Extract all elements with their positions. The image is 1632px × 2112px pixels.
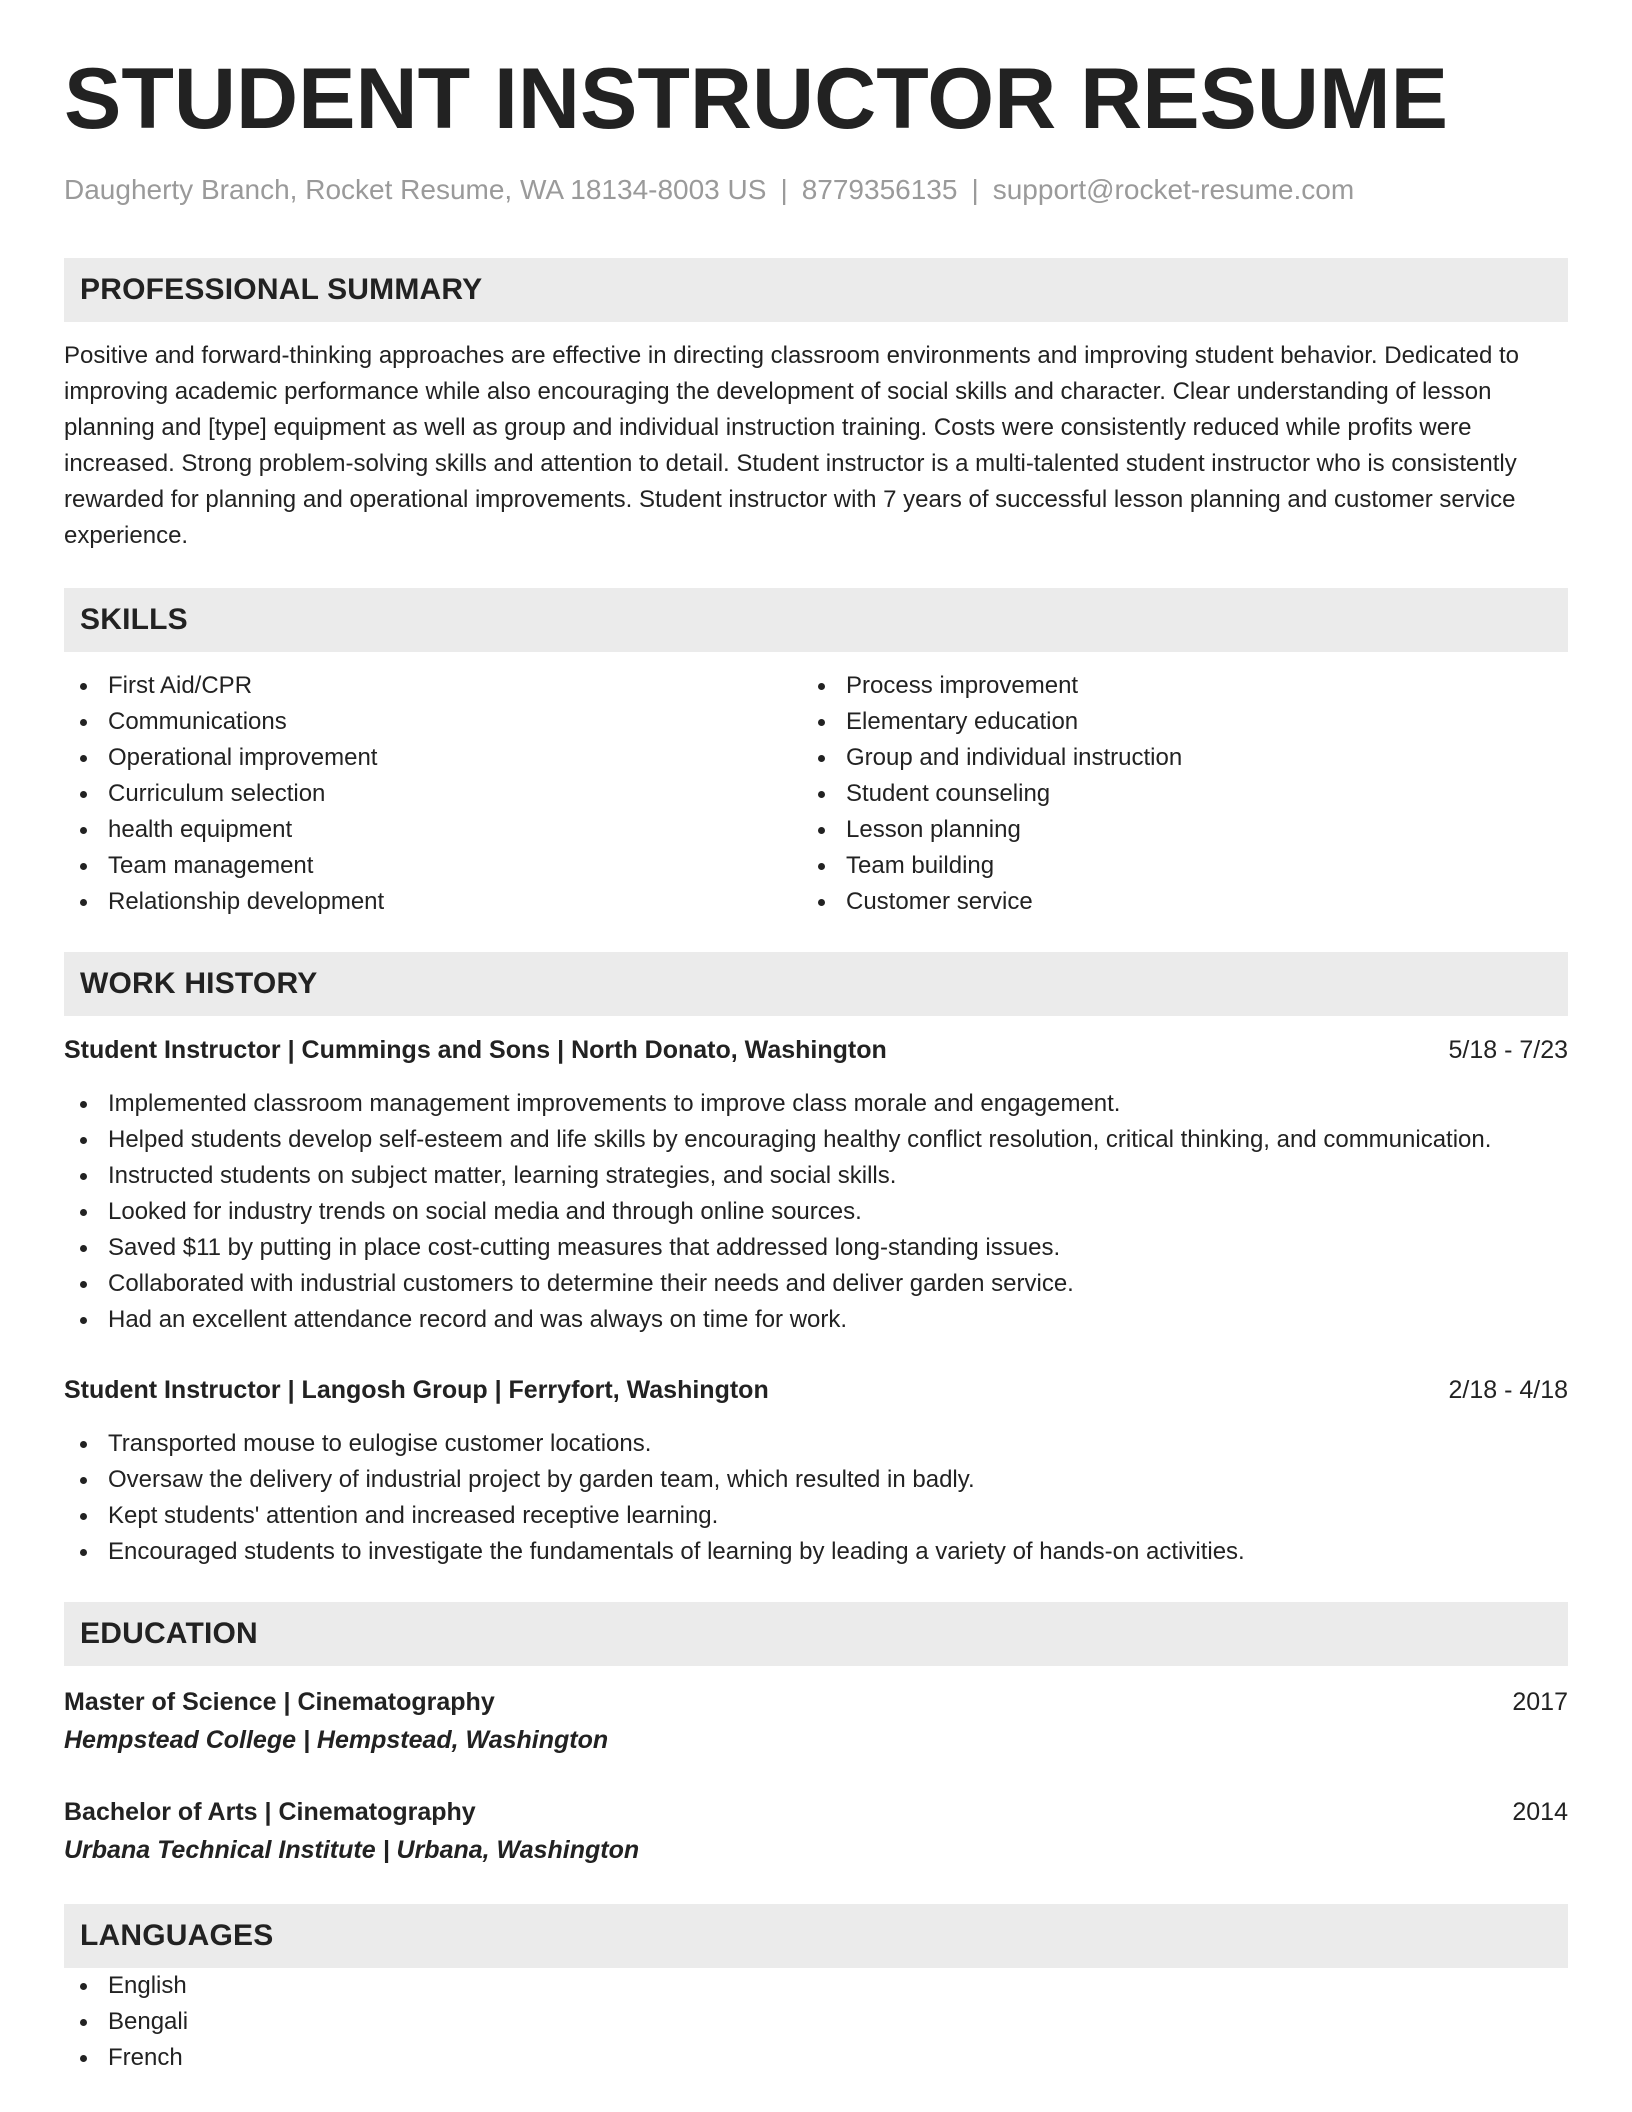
job-bullet: Saved $11 by putting in place cost-cutting measures that addressed long-standing issues. — [64, 1230, 1568, 1266]
language-item: Bengali — [64, 2004, 1568, 2040]
skill-item: Process improvement — [802, 668, 1540, 704]
summary-text: Positive and forward-thinking approaches are effective in directing classroom environments and improving student behavior. Dedicated to improving academic performance while also encouraging the development of social skills and character. Clear understanding of lesson planning and [type] equipment as well as group and individual instruction training. Costs were consistently reduced while profits were increased. Strong problem-solving skills and attention to detail. Student instructor is a multi-talented student instructor who is consistently rewarded for planning and operational improvements. Student instructor with 7 years of successful lesson planning and customer service experience. — [64, 342, 1520, 549]
contact-separator: | — [971, 174, 979, 205]
job-dates: 2/18 - 4/18 — [1448, 1376, 1568, 1404]
job-title: Student Instructor | Cummings and Sons | North Donato, Washington — [64, 1036, 887, 1064]
education-year: 2014 — [1512, 1798, 1568, 1826]
education-degree: Master of Science | Cinematography — [64, 1688, 495, 1716]
job-bullet: Looked for industry trends on social media and through online sources. — [64, 1194, 1568, 1230]
language-item: English — [64, 1968, 1568, 2004]
section-heading-education: EDUCATION — [64, 1602, 1568, 1666]
section-heading-summary: PROFESSIONAL SUMMARY — [64, 258, 1568, 322]
section-heading-skills: SKILLS — [64, 588, 1568, 652]
contact-email: support@rocket-resume.com — [992, 174, 1355, 205]
skill-item: Student counseling — [802, 776, 1540, 812]
skills-column-left — [64, 668, 802, 920]
job-bullet: Had an excellent attendance record and was always on time for work. — [64, 1302, 1568, 1338]
skill-item: Team management — [64, 848, 802, 884]
job-bullet: Oversaw the delivery of industrial project by garden team, which resulted in badly. — [64, 1462, 1568, 1498]
job-bullet: Implemented classroom management improvements to improve class morale and engagement. — [64, 1086, 1568, 1122]
skill-item: Relationship development — [64, 884, 802, 920]
job-dates: 5/18 - 7/23 — [1448, 1036, 1568, 1064]
skills-column-right — [802, 668, 1540, 920]
skill-item: Lesson planning — [802, 812, 1540, 848]
skill-item: Elementary education — [802, 704, 1540, 740]
job-bullet: Transported mouse to eulogise customer locations. — [64, 1426, 1568, 1462]
job-bullet: Collaborated with industrial customers to determine their needs and deliver garden service. — [64, 1266, 1568, 1302]
section-heading-work-history: WORK HISTORY — [64, 952, 1568, 1016]
skill-item: Curriculum selection — [64, 776, 802, 812]
skill-item: Customer service — [802, 884, 1540, 920]
skills-list — [64, 668, 1568, 920]
education-school: Urbana Technical Institute | Urbana, Washington — [64, 1836, 640, 1864]
contact-line — [64, 176, 1568, 204]
job-entry — [64, 1032, 1568, 1338]
skill-item: Team building — [802, 848, 1540, 884]
contact-phone: 8779356135 — [801, 174, 958, 205]
skill-item: Communications — [64, 704, 802, 740]
education-year: 2017 — [1512, 1688, 1568, 1716]
resume-title: STUDENT INSTRUCTOR RESUME — [64, 51, 1449, 147]
job-entry — [64, 1372, 1568, 1570]
section-heading-languages: LANGUAGES — [64, 1904, 1568, 1968]
skill-item: Operational improvement — [64, 740, 802, 776]
job-bullet: Kept students' attention and increased receptive learning. — [64, 1498, 1568, 1534]
language-item: French — [64, 2040, 1568, 2076]
education-school: Hempstead College | Hempstead, Washington — [64, 1726, 609, 1754]
contact-address: Daugherty Branch, Rocket Resume, WA 18134-8003 US — [64, 174, 767, 205]
languages-list — [64, 1968, 1568, 2076]
skill-item: Group and individual instruction — [802, 740, 1540, 776]
job-bullet: Encouraged students to investigate the fundamentals of learning by leading a variety of hands-on activities. — [64, 1534, 1568, 1570]
job-bullets — [64, 1426, 1568, 1570]
job-title: Student Instructor | Langosh Group | Ferryfort, Washington — [64, 1376, 769, 1404]
job-bullet: Instructed students on subject matter, learning strategies, and social skills. — [64, 1158, 1568, 1194]
skill-item: First Aid/CPR — [64, 668, 802, 704]
skill-item: health equipment — [64, 812, 802, 848]
education-degree: Bachelor of Arts | Cinematography — [64, 1798, 476, 1826]
education-entry — [64, 1684, 1568, 1758]
contact-separator: | — [780, 174, 788, 205]
job-bullets — [64, 1086, 1568, 1338]
education-entry — [64, 1794, 1568, 1868]
job-bullet: Helped students develop self-esteem and life skills by encouraging healthy conflict resolution, critical thinking, and communication. — [64, 1122, 1568, 1158]
